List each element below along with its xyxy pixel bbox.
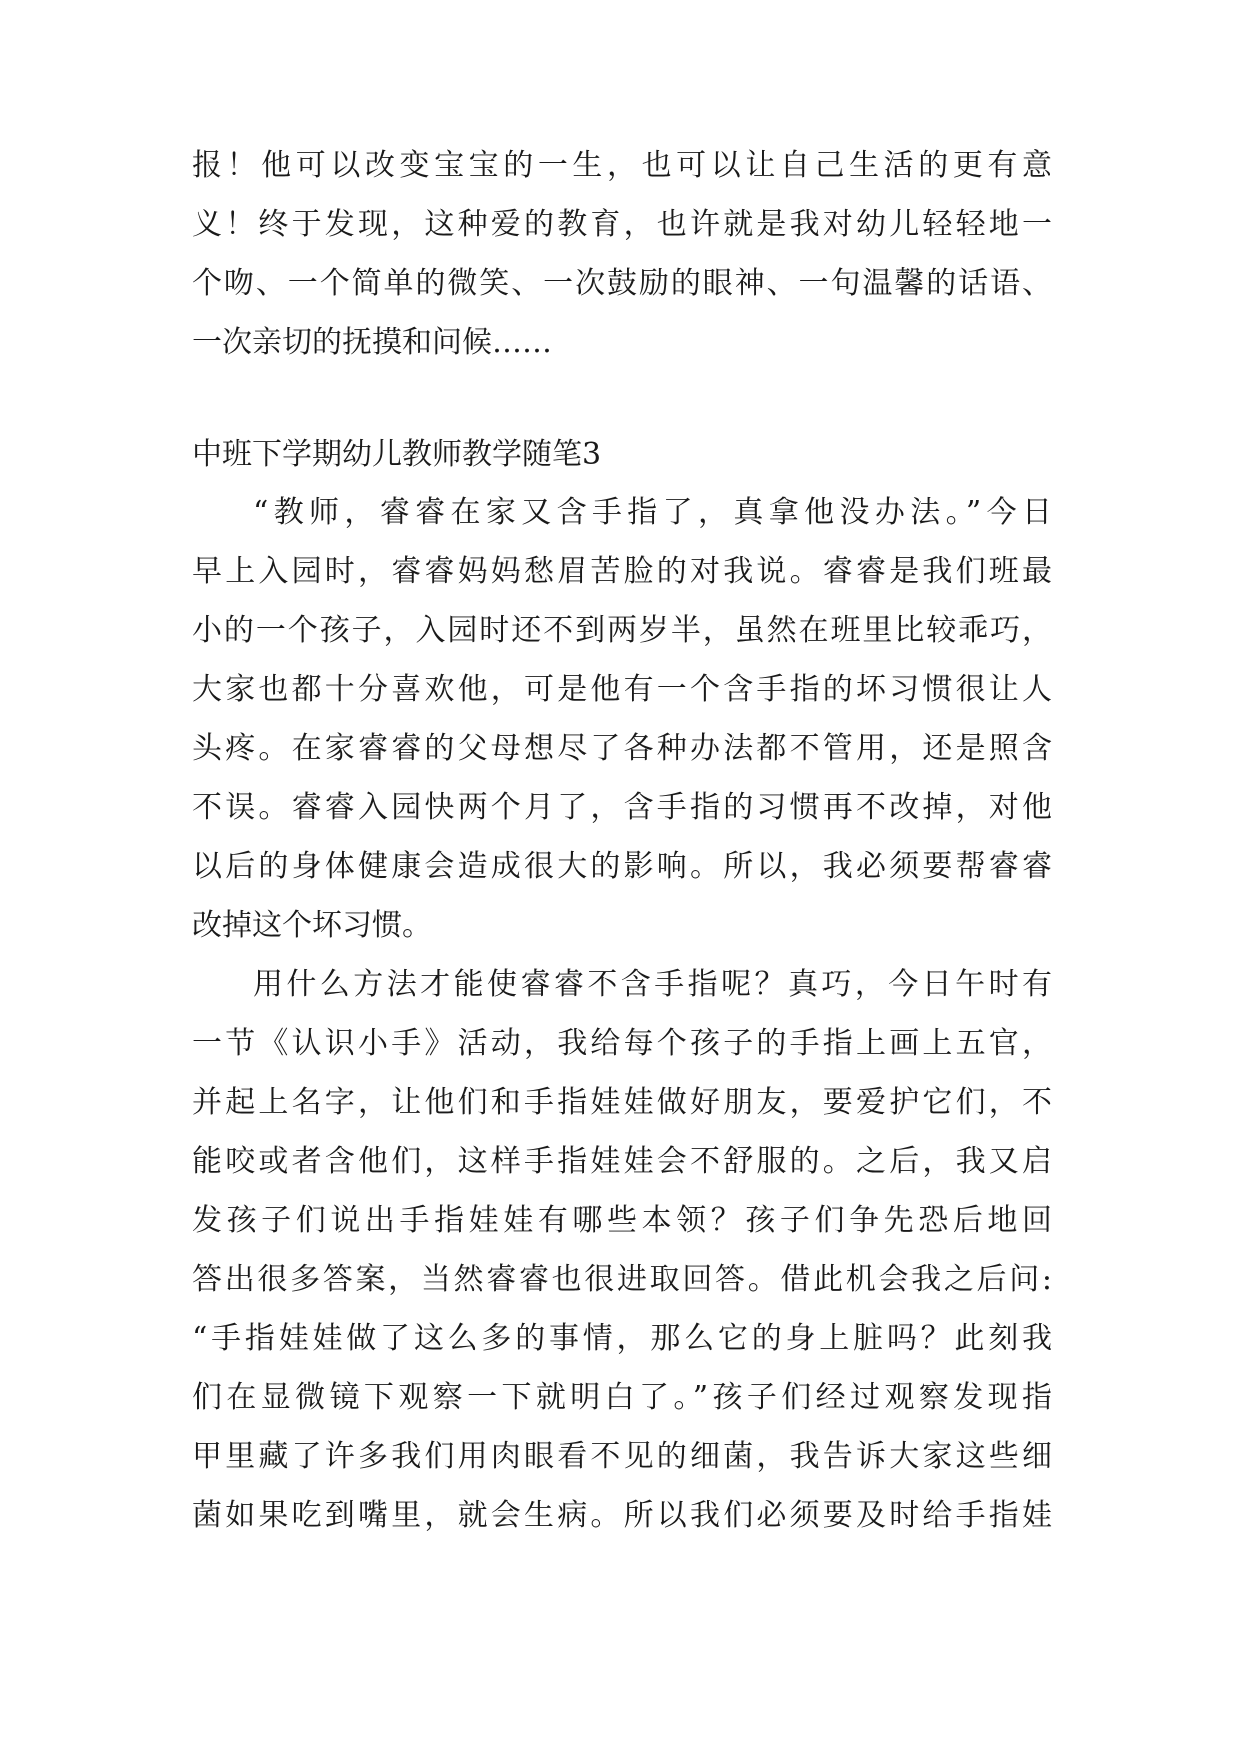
text-line: 用什么方法才能使睿睿不含手指呢？真巧，今日午时有 xyxy=(253,967,1052,1002)
text-line: 能咬或者含他们，这样手指娃娃会不舒服的。之后，我又启 xyxy=(192,1144,1052,1179)
text-line: 以后的身体健康会造成很大的影响。所以，我必须要帮睿睿 xyxy=(192,849,1052,884)
text-line: 一节《认识小手》活动，我给每个孩子的手指上画上五官， xyxy=(192,1026,1052,1061)
text-line: 们在显微镜下观察一下就明白了。”孩子们经过观察发现指 xyxy=(192,1380,1052,1415)
text-line: 改掉这个坏习惯。 xyxy=(192,908,432,943)
text-line: 头疼。在家睿睿的父母想尽了各种办法都不管用，还是照含 xyxy=(192,731,1052,766)
text-line: 并起上名字，让他们和手指娃娃做好朋友，要爱护它们，不 xyxy=(192,1085,1052,1120)
text-line: 早上入园时，睿睿妈妈愁眉苦脸的对我说。睿睿是我们班最 xyxy=(192,554,1052,589)
text-line: 一次亲切的抚摸和问候…… xyxy=(192,325,552,360)
text-line: 个吻、一个简单的微笑、一次鼓励的眼神、一句温馨的话语、 xyxy=(192,266,1052,301)
text-line: “教师，睿睿在家又含手指了，真拿他没办法。”今日 xyxy=(253,495,1052,530)
text-line: 甲里藏了许多我们用肉眼看不见的细菌，我告诉大家这些细 xyxy=(192,1439,1052,1474)
text-line: 发孩子们说出手指娃娃有哪些本领？孩子们争先恐后地回 xyxy=(192,1203,1052,1238)
text-line: 大家也都十分喜欢他，可是他有一个含手指的坏习惯很让人 xyxy=(192,672,1052,707)
text-line: 义！终于发现，这种爱的教育，也许就是我对幼儿轻轻地一 xyxy=(192,207,1052,242)
section-title: 中班下学期幼儿教师教学随笔3 xyxy=(192,437,602,472)
text-line: “手指娃娃做了这么多的事情，那么它的身上脏吗？此刻我 xyxy=(192,1321,1052,1356)
text-line: 报！他可以改变宝宝的一生，也可以让自己生活的更有意 xyxy=(192,148,1052,183)
text-line: 不误。睿睿入园快两个月了，含手指的习惯再不改掉，对他 xyxy=(192,790,1052,825)
text-line: 菌如果吃到嘴里，就会生病。所以我们必须要及时给手指娃 xyxy=(192,1498,1052,1533)
text-line: 答出很多答案，当然睿睿也很进取回答。借此机会我之后问: xyxy=(192,1262,1052,1297)
text-line: 小的一个孩子，入园时还不到两岁半，虽然在班里比较乖巧， xyxy=(192,613,1052,648)
